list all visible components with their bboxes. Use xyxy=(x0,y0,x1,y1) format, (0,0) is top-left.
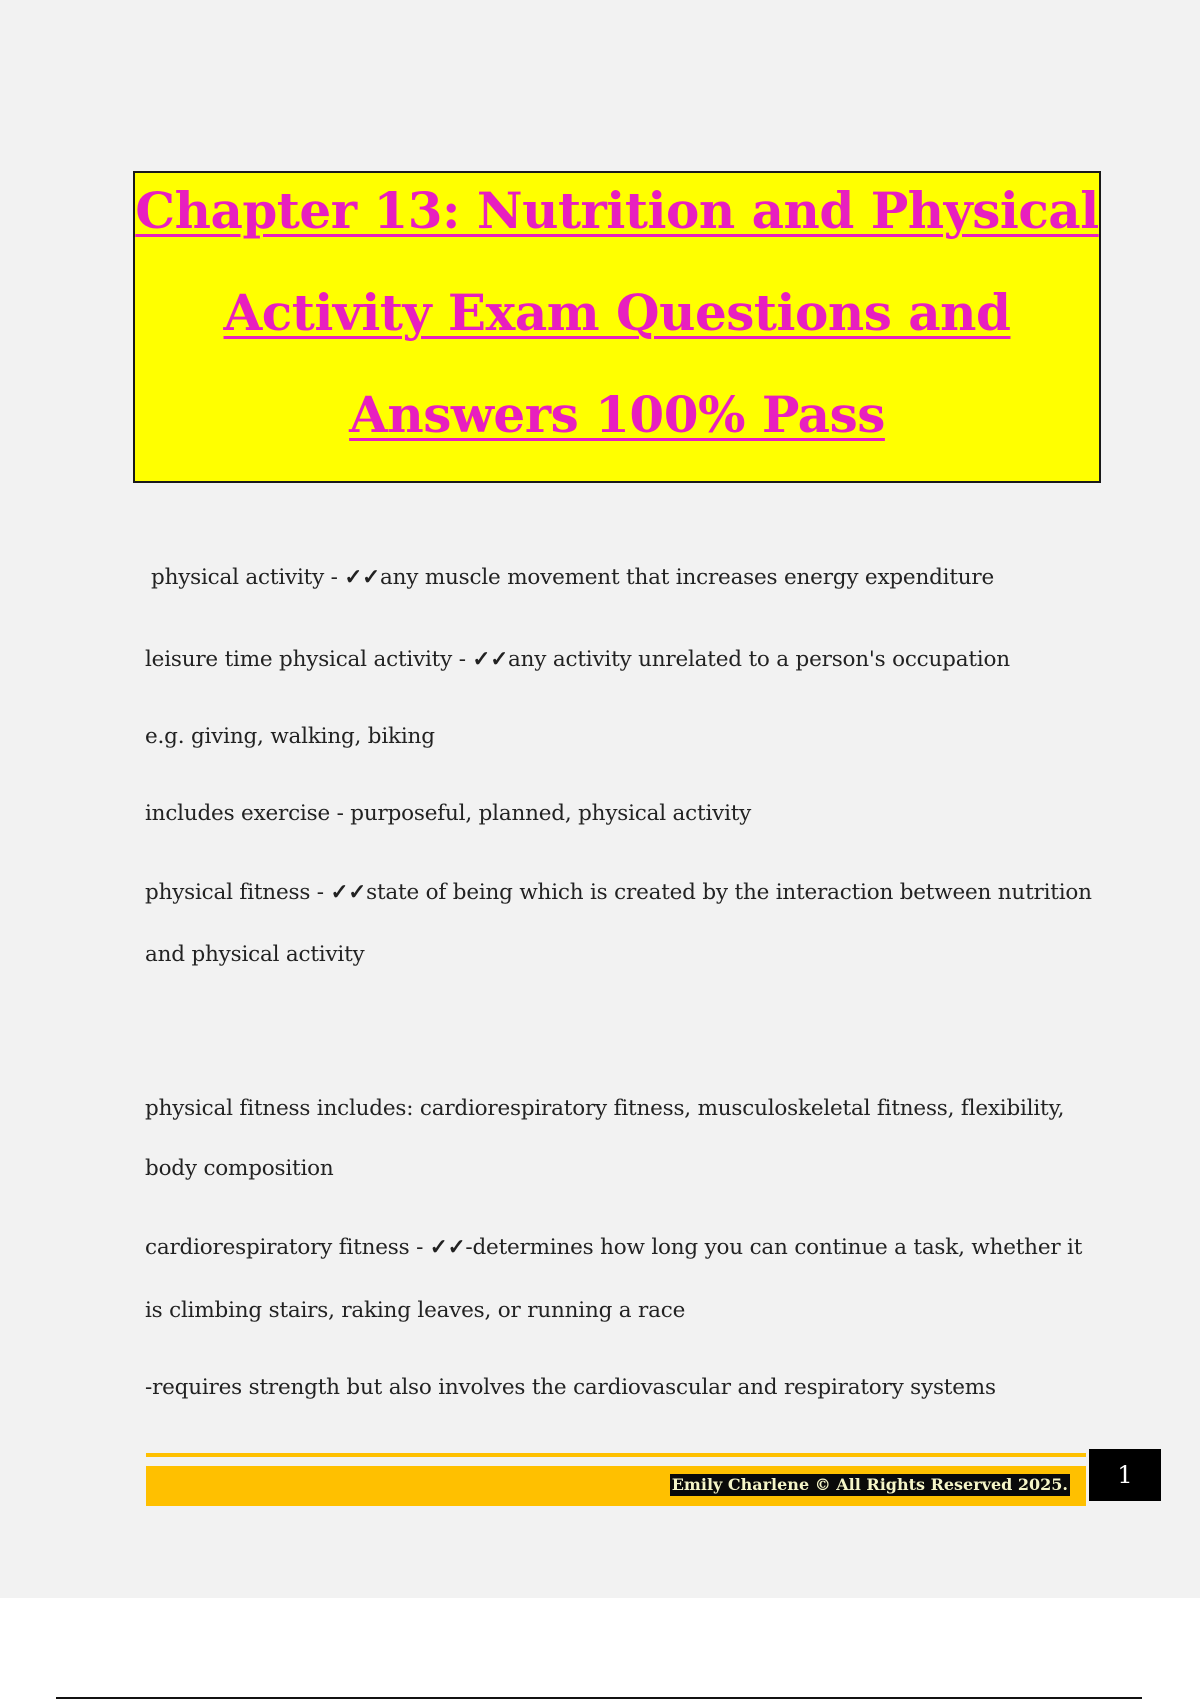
title-line-1: Chapter 13: Nutrition and Physical xyxy=(135,181,1099,240)
term: leisure time physical activity - xyxy=(145,647,473,672)
title-box xyxy=(133,171,1101,483)
entry-line xyxy=(145,800,751,828)
entry-line xyxy=(145,1234,1082,1262)
entry-line xyxy=(145,1297,685,1325)
checkmark-icon: ✓✓ xyxy=(472,647,509,672)
entry-line xyxy=(151,564,994,592)
footer-band xyxy=(146,1466,1086,1506)
footer-rule xyxy=(146,1453,1086,1457)
page-divider xyxy=(56,1697,1142,1699)
definition: e.g. giving, walking, biking xyxy=(145,724,435,749)
term: cardiorespiratory fitness - xyxy=(145,1235,430,1260)
entry-line xyxy=(145,1155,334,1183)
definition: state of being which is created by the interaction between nutrition xyxy=(366,880,1092,905)
definition: any activity unrelated to a person's occupation xyxy=(508,647,1010,672)
definition: any muscle movement that increases energy expenditure xyxy=(380,565,995,590)
term: physical fitness - xyxy=(145,880,331,905)
checkmark-icon: ✓✓ xyxy=(330,880,367,905)
definition: is climbing stairs, raking leaves, or running a race xyxy=(145,1298,686,1323)
entry-line xyxy=(145,941,364,969)
entry-line xyxy=(145,646,1010,674)
term: physical activity - xyxy=(151,565,345,590)
entry-line xyxy=(145,723,435,751)
title-line-2: Activity Exam Questions and xyxy=(223,283,1011,342)
checkmark-icon: ✓✓ xyxy=(429,1235,466,1260)
page-number: 1 xyxy=(1089,1449,1161,1501)
entry-line xyxy=(145,879,1092,907)
definition: includes exercise - purposeful, planned, physical activity xyxy=(145,801,752,826)
definition: and physical activity xyxy=(145,942,365,967)
entry-line xyxy=(145,1095,1064,1123)
checkmark-icon: ✓✓ xyxy=(344,565,380,590)
definition: physical fitness includes: cardiorespiratory fitness, musculoskeletal fitness, flexibility, xyxy=(145,1096,1065,1121)
definition: body composition xyxy=(145,1156,334,1181)
title-line-3: Answers 100% Pass xyxy=(349,385,885,444)
copyright-notice: Emily Charlene © All Rights Reserved 2025. xyxy=(671,1475,1068,1494)
definition: -requires strength but also involves the cardiovascular and respiratory systems xyxy=(145,1375,996,1400)
definition: -determines how long you can continue a task, whether it xyxy=(465,1235,1083,1260)
entry-line xyxy=(145,1374,996,1402)
